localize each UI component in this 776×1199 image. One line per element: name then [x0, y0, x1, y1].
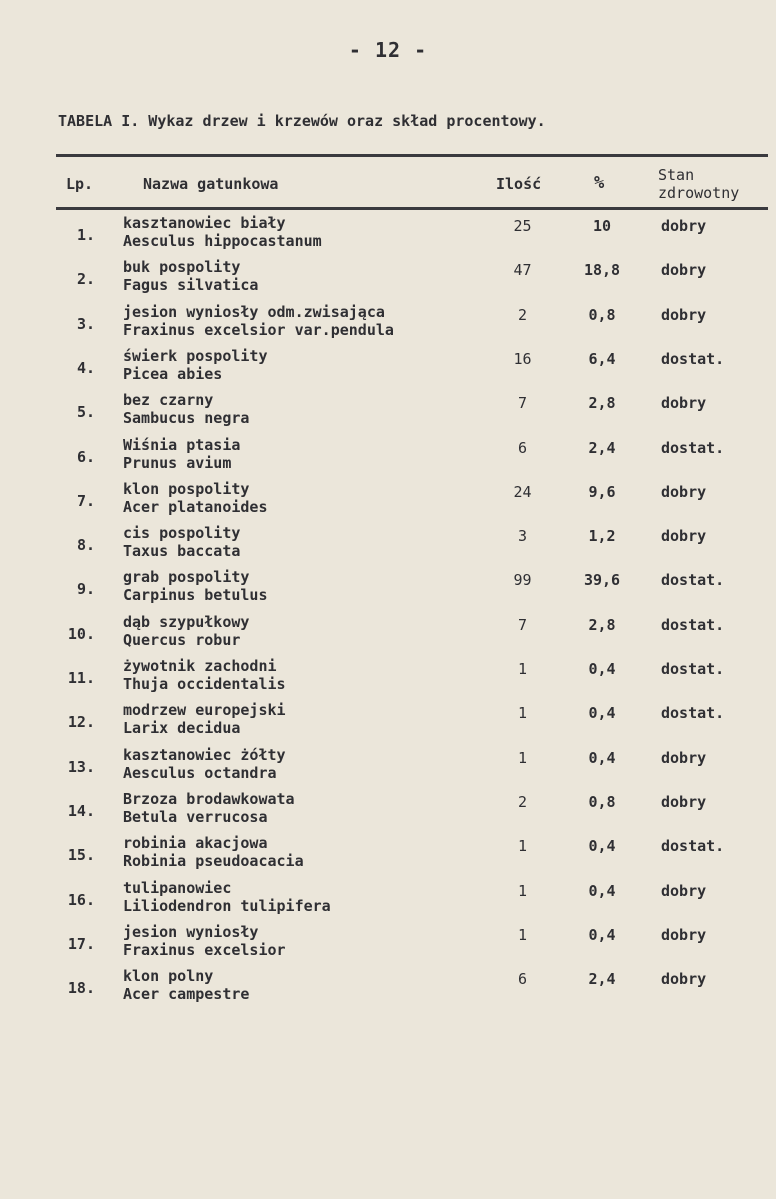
quantity-value: 1: [517, 660, 528, 678]
quantity-value: 1: [517, 748, 528, 767]
row-number: 8.: [76, 536, 95, 555]
percent-value: 0,4: [588, 925, 616, 944]
table-row: [0, 391, 776, 435]
species-latin-name: Acer campestre: [123, 985, 250, 1004]
species-polish-name: świerk pospolity: [123, 346, 268, 365]
condition-value: dobry: [661, 261, 707, 280]
row-number: 15.: [67, 846, 95, 865]
percent-value: 0,8: [588, 792, 616, 811]
header-lp: Lp.: [66, 175, 94, 193]
species-polish-name: jesion wyniosły odm.zwisająca: [123, 302, 385, 321]
condition-value: dobry: [661, 970, 707, 989]
species-latin-name: Picea abies: [123, 364, 223, 383]
page-number: - 12 -: [348, 38, 428, 62]
condition-value: dostat.: [661, 438, 725, 457]
species-polish-name: kasztanowiec żółty: [123, 745, 286, 764]
header-percent: %: [594, 173, 605, 193]
species-latin-name: Fagus silvatica: [123, 276, 259, 295]
species-polish-name: robinia akacjowa: [123, 834, 268, 853]
species-latin-name: Sambucus negra: [123, 409, 250, 428]
percent-value: 0,4: [588, 837, 616, 856]
species-latin-name: Robinia pseudoacacia: [123, 852, 304, 871]
header-condition-line1: Stan: [658, 166, 695, 184]
species-latin-name: Fraxinus excelsior: [123, 940, 286, 959]
table-row: [0, 790, 776, 834]
condition-value: dobry: [661, 925, 707, 944]
row-number: 14.: [67, 801, 95, 820]
row-number: 17.: [67, 934, 95, 953]
percent-value: 9,6: [588, 482, 616, 501]
row-number: 6.: [76, 447, 95, 466]
percent-value: 6,4: [588, 349, 616, 368]
species-latin-name: Prunus avium: [123, 453, 232, 472]
condition-value: dobry: [661, 792, 707, 811]
condition-value: dostat.: [661, 349, 725, 368]
row-number: 11.: [67, 669, 95, 687]
table-header-rule: [56, 207, 768, 210]
species-polish-name: klon polny: [123, 967, 214, 986]
species-polish-name: Brzoza brodawkowata: [123, 789, 295, 808]
table-row: [0, 967, 776, 1011]
species-latin-name: Liliodendron tulipifera: [123, 896, 331, 915]
table-row: [0, 568, 776, 612]
condition-value: dobry: [661, 527, 707, 546]
row-number: 18.: [67, 979, 95, 998]
condition-value: dobry: [661, 482, 707, 501]
table-row: [0, 214, 776, 258]
condition-value: dobry: [661, 881, 707, 900]
species-polish-name: Wiśnia ptasia: [123, 435, 241, 454]
row-number: 13.: [67, 757, 95, 776]
table-top-rule: [56, 154, 768, 157]
quantity-value: 1: [517, 837, 528, 856]
table-row: [0, 303, 776, 347]
quantity-value: 1: [517, 881, 528, 900]
condition-value: dobry: [661, 748, 707, 767]
condition-value: dobry: [661, 394, 707, 413]
percent-value: 0,4: [588, 881, 616, 900]
percent-value: 0,8: [588, 305, 616, 324]
table-caption: TABELA I. Wykaz drzew i krzewów oraz skład procentowy.: [58, 112, 546, 130]
quantity-value: 25: [513, 217, 532, 235]
species-latin-name: Acer platanoides: [123, 497, 268, 516]
table-row: [0, 347, 776, 391]
table-row: [0, 480, 776, 524]
row-number: 3.: [76, 314, 95, 333]
species-polish-name: jesion wyniosły: [123, 922, 259, 941]
table-row: [0, 701, 776, 745]
percent-value: 39,6: [583, 571, 621, 590]
percent-value: 2,4: [588, 438, 616, 457]
table-row: [0, 657, 776, 701]
quantity-value: 1: [517, 704, 528, 723]
percent-value: 18,8: [583, 261, 621, 280]
table-row: [0, 923, 776, 967]
species-latin-name: Carpinus betulus: [123, 586, 268, 605]
quantity-value: 99: [513, 571, 532, 590]
species-polish-name: bez czarny: [123, 391, 214, 410]
condition-value: dobry: [661, 217, 707, 235]
table-row: [0, 436, 776, 480]
species-polish-name: cis pospolity: [123, 524, 241, 543]
condition-value: dobry: [661, 305, 707, 324]
row-number: 1.: [76, 226, 95, 244]
condition-value: dostat.: [661, 660, 725, 678]
row-number: 16.: [67, 890, 95, 909]
species-latin-name: Larix decidua: [123, 719, 241, 738]
table-row: [0, 746, 776, 790]
percent-value: 2,8: [588, 394, 616, 413]
species-latin-name: Taxus baccata: [123, 542, 241, 561]
species-polish-name: tulipanowiec: [123, 878, 232, 897]
percent-value: 0,4: [588, 748, 616, 767]
species-latin-name: Betula verrucosa: [123, 807, 268, 826]
species-polish-name: buk pospolity: [123, 258, 241, 277]
quantity-value: 6: [517, 438, 528, 457]
row-number: 12.: [67, 713, 95, 732]
table-row: [0, 258, 776, 302]
row-number: 2.: [76, 270, 95, 289]
species-polish-name: grab pospolity: [123, 568, 250, 587]
species-polish-name: dąb szypułkowy: [123, 612, 250, 631]
table-row: [0, 613, 776, 657]
header-quantity: Ilość: [496, 175, 542, 193]
table-row: [0, 524, 776, 568]
quantity-value: 3: [517, 527, 528, 546]
condition-value: dostat.: [661, 837, 725, 856]
percent-value: 2,4: [588, 970, 616, 989]
quantity-value: 2: [517, 305, 528, 324]
header-condition-line2: zdrowotny: [658, 184, 740, 202]
species-latin-name: Thuja occidentalis: [123, 675, 286, 693]
row-number: 7.: [76, 491, 95, 510]
species-polish-name: kasztanowiec biały: [123, 214, 286, 232]
percent-value: 2,8: [588, 615, 616, 634]
quantity-value: 7: [517, 615, 528, 634]
row-number: 10.: [67, 624, 95, 643]
condition-value: dostat.: [661, 615, 725, 634]
header-condition: [658, 166, 739, 202]
quantity-value: 7: [517, 394, 528, 413]
percent-value: 0,4: [588, 704, 616, 723]
quantity-value: 6: [517, 970, 528, 989]
header-species-name: Nazwa gatunkowa: [143, 175, 279, 193]
species-latin-name: Aesculus hippocastanum: [123, 232, 322, 250]
species-polish-name: żywotnik zachodni: [123, 657, 277, 675]
row-number: 4.: [76, 358, 95, 377]
percent-value: 0,4: [588, 660, 616, 678]
species-latin-name: Aesculus octandra: [123, 763, 277, 782]
percent-value: 10: [592, 217, 612, 235]
species-latin-name: Fraxinus excelsior var.pendula: [123, 320, 394, 339]
quantity-value: 2: [517, 792, 528, 811]
table-row: [0, 879, 776, 923]
row-number: 9.: [76, 580, 95, 599]
percent-value: 1,2: [588, 527, 616, 546]
row-number: 5.: [76, 403, 95, 422]
condition-value: dostat.: [661, 704, 725, 723]
condition-value: dostat.: [661, 571, 725, 590]
quantity-value: 1: [517, 925, 528, 944]
table-row: [0, 834, 776, 878]
quantity-value: 16: [513, 349, 532, 368]
species-latin-name: Quercus robur: [123, 630, 241, 649]
quantity-value: 47: [513, 261, 532, 280]
species-polish-name: modrzew europejski: [123, 701, 286, 720]
species-polish-name: klon pospolity: [123, 479, 250, 498]
quantity-value: 24: [513, 482, 532, 501]
